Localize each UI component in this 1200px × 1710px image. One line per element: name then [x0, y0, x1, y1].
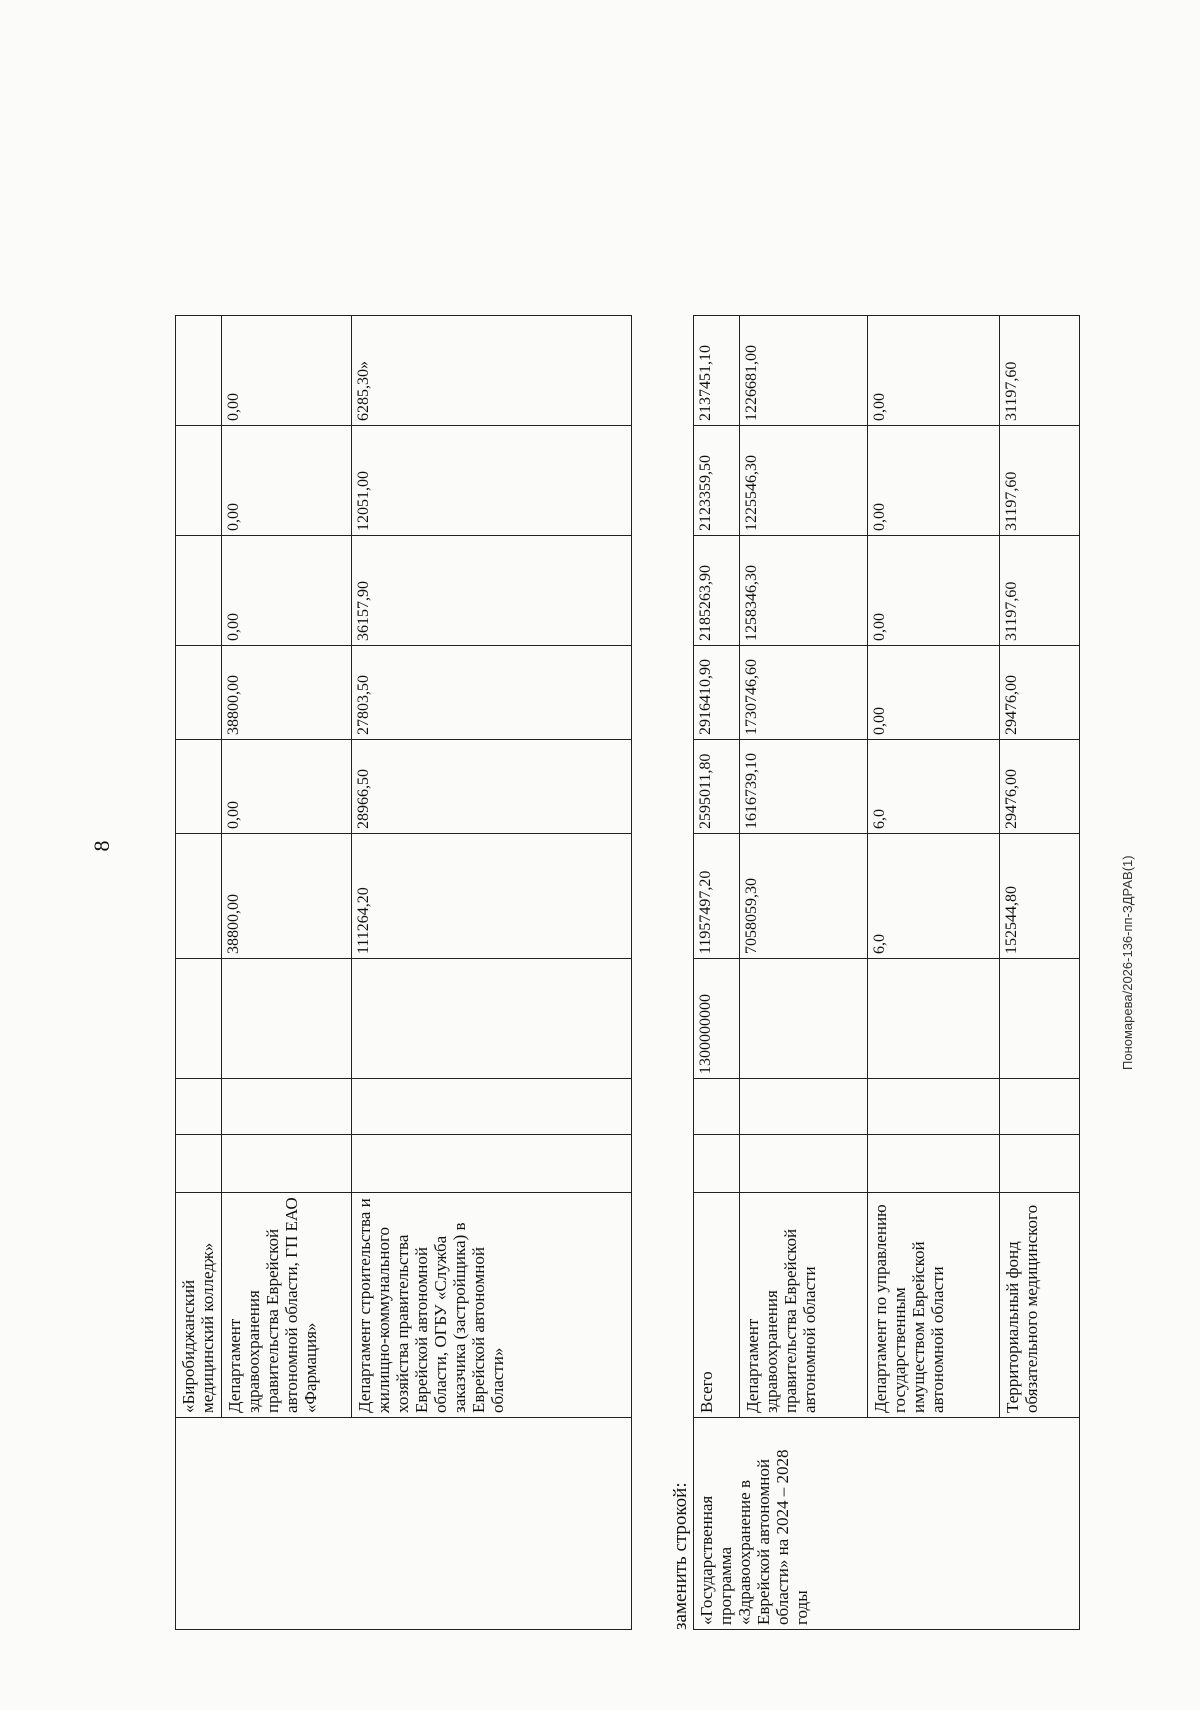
- org-cell: Департамент здравоохранения правительства Еврейской автономной области: [740, 1193, 868, 1418]
- page-number: 8: [89, 840, 114, 852]
- value-cell: 1226681,00: [740, 316, 868, 426]
- org-cell: Территориальный фонд обязательного медицинского: [1000, 1193, 1080, 1418]
- value-cell: 152544,80: [1000, 834, 1080, 959]
- value-cell: [176, 426, 222, 536]
- empty-cell: [694, 1135, 740, 1193]
- value-cell: 38800,00: [222, 834, 352, 959]
- code-cell: [868, 959, 1000, 1079]
- value-cell: 31197,60: [1000, 316, 1080, 426]
- value-cell: 6,0: [868, 834, 1000, 959]
- value-cell: 31197,60: [1000, 536, 1080, 646]
- value-cell: 27803,50: [352, 646, 632, 740]
- value-cell: 1258346,30: [740, 536, 868, 646]
- value-cell: 36157,90: [352, 536, 632, 646]
- code-cell: [352, 959, 632, 1079]
- empty-cell: [352, 1079, 632, 1135]
- code-cell: [1000, 959, 1080, 1079]
- program-name-cell: «Государственная программа «Здравоохранение в Еврейской автономной области» на 2024 – 2028 годы: [694, 1418, 1080, 1630]
- value-cell: 2185263,90: [694, 536, 740, 646]
- value-cell: 29476,00: [1000, 646, 1080, 740]
- empty-cell: [868, 1079, 1000, 1135]
- value-cell: 6285,30»: [352, 316, 632, 426]
- value-cell: [176, 834, 222, 959]
- value-cell: 111264,20: [352, 834, 632, 959]
- table-row: [694, 316, 740, 1630]
- empty-cell: [352, 1135, 632, 1193]
- value-cell: 0,00: [868, 316, 1000, 426]
- rotated-page-content: [175, 35, 1175, 1630]
- empty-cell: [740, 1079, 868, 1135]
- code-cell: [740, 959, 868, 1079]
- value-cell: 2595011,80: [694, 740, 740, 834]
- org-cell: «Биробиджанский медицинский колледж»: [176, 1193, 222, 1418]
- table-row: [176, 316, 222, 1630]
- replace-label: заменить строкой:: [670, 1482, 691, 1630]
- value-cell: [176, 536, 222, 646]
- footer-code: Пономарева/2026-136-пп-ЗДРАВ(1): [1120, 855, 1135, 1070]
- value-cell: 0,00: [222, 740, 352, 834]
- org-cell: Департамент строительства и жилищно-коммунального хозяйства правительства Еврейской автономной области, ОГБУ «Служба заказчика (застройщика) в Еврейской автономной области»: [352, 1193, 632, 1418]
- empty-cell: [694, 1079, 740, 1135]
- empty-cell: [1000, 1079, 1080, 1135]
- value-cell: 0,00: [868, 426, 1000, 536]
- empty-cell: [222, 1079, 352, 1135]
- org-cell: Всего: [694, 1193, 740, 1418]
- value-cell: 11957497,20: [694, 834, 740, 959]
- value-cell: 2916410,90: [694, 646, 740, 740]
- value-cell: 2137451,10: [694, 316, 740, 426]
- value-cell: 29476,00: [1000, 740, 1080, 834]
- value-cell: 0,00: [222, 426, 352, 536]
- empty-cell: [740, 1135, 868, 1193]
- value-cell: 7058059,30: [740, 834, 868, 959]
- empty-cell: [176, 1079, 222, 1135]
- top-table: [175, 315, 632, 1630]
- value-cell: 2123359,50: [694, 426, 740, 536]
- value-cell: [176, 646, 222, 740]
- program-cell-empty: [176, 1418, 632, 1630]
- value-cell: 28966,50: [352, 740, 632, 834]
- code-cell: [176, 959, 222, 1079]
- empty-cell: [222, 1135, 352, 1193]
- value-cell: 6,0: [868, 740, 1000, 834]
- value-cell: 12051,00: [352, 426, 632, 536]
- org-cell: Департамент здравоохранения правительства Еврейской автономной области, ГП ЕАО «Фармация»: [222, 1193, 352, 1418]
- empty-cell: [868, 1135, 1000, 1193]
- org-cell: Департамент по управлению государственным имуществом Еврейской автономной области: [868, 1193, 1000, 1418]
- value-cell: 0,00: [868, 536, 1000, 646]
- value-cell: 0,00: [222, 536, 352, 646]
- value-cell: 31197,60: [1000, 426, 1080, 536]
- bottom-table: [693, 315, 1080, 1630]
- code-cell: [222, 959, 352, 1079]
- value-cell: [176, 316, 222, 426]
- value-cell: 38800,00: [222, 646, 352, 740]
- value-cell: 1616739,10: [740, 740, 868, 834]
- value-cell: [176, 740, 222, 834]
- value-cell: 0,00: [868, 646, 1000, 740]
- value-cell: 1730746,60: [740, 646, 868, 740]
- value-cell: 1225546,30: [740, 426, 868, 536]
- empty-cell: [1000, 1135, 1080, 1193]
- code-cell: 1300000000: [694, 959, 740, 1079]
- empty-cell: [176, 1135, 222, 1193]
- value-cell: 0,00: [222, 316, 352, 426]
